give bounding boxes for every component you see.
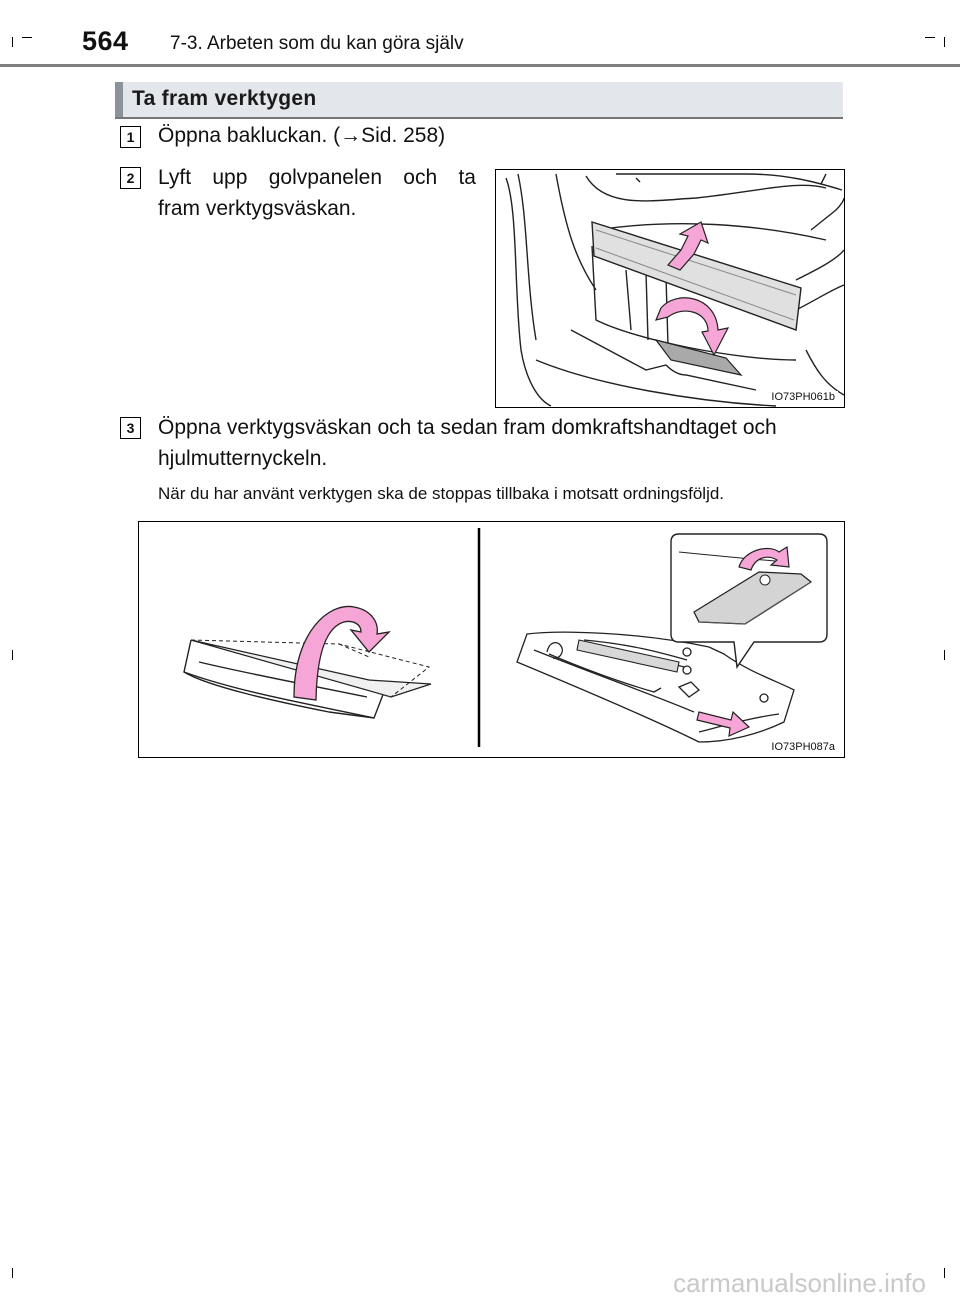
section-title: 7-3. Arbeten som du kan göra själv [170,33,464,54]
page-number: 564 [82,26,129,56]
crop-mark [944,37,945,47]
crop-mark [944,1268,945,1278]
figure-tool-bag [138,521,845,758]
step-1-text-before: Öppna bakluckan. ( [158,124,341,147]
crop-mark [12,650,13,660]
trunk-illustration [496,170,844,407]
figure-trunk-floor [495,169,845,408]
step-number-3: 3 [120,417,141,439]
pull-out-arrow-icon [697,712,749,736]
step-3-line-2: hjulmutternyckeln. [158,447,328,470]
crop-mark [12,37,13,47]
crop-mark [22,37,32,38]
figure-code: IO73PH087a [768,741,838,753]
header-rule [0,64,960,67]
crop-mark [12,1268,13,1278]
tool-bag-illustration [139,522,844,757]
note-text: När du har använt verktygen ska de stoppas tillbaka i motsatt ordningsföljd. [158,484,725,503]
arrow-icon: → [340,124,362,147]
heading-accent [115,82,123,117]
watermark: carmanualsonline.info [673,1268,926,1298]
step-number-2: 2 [120,167,141,189]
step-2-line-2: fram verktygsväskan. [158,197,357,220]
step-2-line-1: Lyft upp golvpanelen och ta [158,166,476,189]
crop-mark [944,650,945,660]
page-reference-link[interactable]: Sid. 258) [361,124,446,147]
figure-code: IO73PH061b [768,391,838,403]
step-3-line-1: Öppna verktygsväskan och ta sedan fram domkraftshandtaget och [158,416,777,439]
crop-mark [925,37,935,38]
heading-title: Ta fram verktygen [132,87,317,110]
step-1-text [158,120,445,151]
step-number-1: 1 [120,126,141,148]
